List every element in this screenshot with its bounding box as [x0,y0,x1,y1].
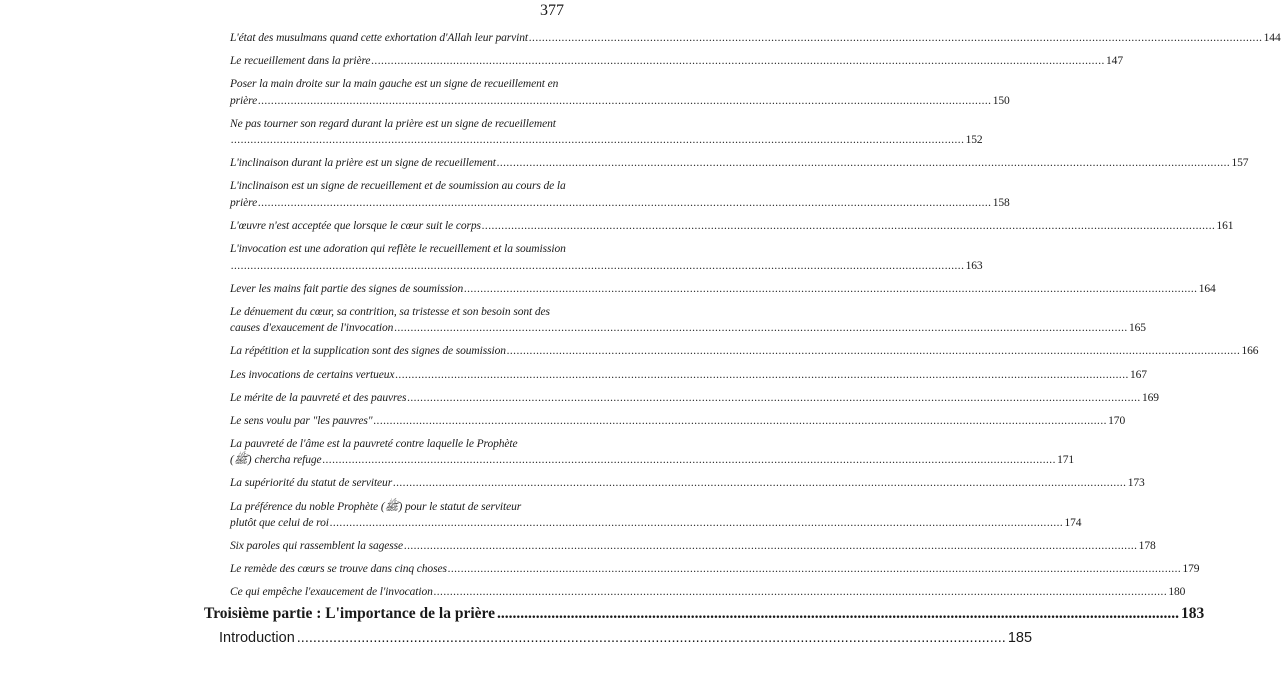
toc-entry [230,475,1145,492]
leader-dots [464,281,1198,298]
toc-entry-page: 170 [1108,414,1126,427]
toc-entry-line [230,30,1281,47]
toc-entry [230,436,1075,469]
leader-dots [404,538,1138,555]
toc-entry-line [230,367,1147,384]
toc-entry [230,390,1159,407]
toc-entry-text: prière [230,94,258,107]
toc-entry-line [230,281,1216,298]
toc-entry-text: Ce qui empêche l'exaucement de l'invocation [230,586,433,599]
toc-entry-page: 169 [1141,391,1159,404]
leader-dots [323,452,1057,469]
toc-entry-line [230,53,1123,70]
toc-entry [230,561,1200,578]
toc-entry-line [230,155,1249,172]
leader-dots [395,367,1129,384]
toc-entry-text: L'invocation est une adoration qui reflète le recueillement et la soumission [230,243,566,256]
toc-entry-line [230,320,1146,337]
toc-entry-line [230,258,983,275]
toc-entry-page: 157 [1231,157,1249,170]
introduction-entry [219,630,1033,646]
toc-entry-page: 173 [1127,477,1145,490]
toc-entry-page: 158 [992,196,1010,209]
toc-entry-text: Le recueillement dans la prière [230,55,371,68]
leader-dots [497,155,1231,172]
toc-entry-text: L'inclinaison est un signe de recueillement et de soumission au cours de la [230,180,566,193]
toc-entry-page: 144 [1263,32,1281,44]
leader-dots [258,195,992,212]
leader-dots [497,605,1179,623]
toc-entry [230,76,1010,109]
toc-entry-line [230,515,1082,532]
leader-dots [407,390,1141,407]
toc-entry-text: L'inclinaison durant la prière est un signe de recueillement [230,157,496,170]
toc-entry-page: 171 [1057,454,1075,467]
introduction-title: Introduction [219,630,295,646]
toc-entry-text: Ne pas tourner son regard durant la prière est un signe de recueillement [230,117,556,130]
toc-entry-page: 161 [1216,220,1234,233]
toc-entry-line [230,584,1186,601]
toc-entry-text: Le sens voulu par "les pauvres" [230,414,373,427]
toc-entry-line [230,452,1075,469]
toc-entry [230,304,1146,337]
toc-entry-text: Lever les mains fait partie des signes de soumission [230,282,464,295]
leader-dots [448,561,1182,578]
toc-entry-page: 165 [1128,322,1146,335]
part-heading [204,605,1205,623]
toc-entry-text: L'œuvre n'est acceptée que lorsque le cœur suit le corps [230,220,481,233]
toc-entry-line [230,195,1010,212]
toc-entry [230,538,1156,555]
toc-entry-page: 178 [1138,540,1156,553]
toc-entry-page: 179 [1182,563,1200,576]
toc-entry [230,281,1216,298]
toc-entry-text: L'état des musulmans quand cette exhortation d'Allah leur parvint [230,32,529,44]
leader-dots [231,132,965,149]
toc-entry-line [230,93,1010,110]
toc-entry-line [230,390,1159,407]
table-of-contents [230,30,1281,607]
toc-entry [230,584,1186,601]
toc-entry-text: Poser la main droite sur la main gauche est un signe de recueillement en [230,78,559,91]
toc-entry-text: La pauvreté de l'âme est la pauvreté contre laquelle le Prophète [230,437,518,450]
toc-entry [230,155,1249,172]
leader-dots [231,258,965,275]
leader-dots [434,584,1168,601]
toc-entry [230,116,983,149]
toc-entry-page: 163 [965,259,983,272]
leader-dots [482,218,1216,235]
leader-dots [371,53,1105,70]
toc-entry-text: La répétition et la supplication sont des signes de soumission [230,345,506,358]
leader-dots [529,30,1263,47]
toc-entry-line [230,218,1234,235]
toc-entry-line [230,343,1259,360]
toc-entry-page: 164 [1198,282,1216,295]
toc-entry-text: Les invocations de certains vertueux [230,368,395,381]
toc-entry-page: 174 [1064,517,1082,529]
toc-entry-text: Le mérite de la pauvreté et des pauvres [230,391,407,404]
toc-entry [230,218,1234,235]
toc-entry [230,178,1010,211]
toc-entry-page: 147 [1106,55,1123,68]
toc-entry [230,53,1123,70]
leader-dots [330,515,1064,532]
toc-entry [230,367,1147,384]
toc-entry-page: 180 [1168,586,1186,599]
toc-entry-text: La préférence du noble Prophète (ﷺ) pour le statut de serviteur [230,500,522,513]
leader-dots [394,320,1128,337]
toc-entry [230,30,1281,47]
toc-entry-line [230,475,1145,492]
toc-entry [230,499,1082,532]
part-page: 183 [1181,605,1205,622]
toc-entry-page: 152 [965,134,983,147]
leader-dots [393,475,1127,492]
leader-dots [297,630,1006,646]
toc-entry [230,241,983,274]
toc-entry-page: 167 [1130,368,1147,381]
toc-entry-text: plutôt que celui de roi [230,517,329,529]
toc-entry [230,343,1259,360]
part-title: Troisième partie : L'importance de la prière [204,605,495,622]
toc-entry-text: (ﷺ) chercha refuge [230,454,322,467]
leader-dots [507,343,1241,360]
introduction-page: 185 [1007,630,1033,646]
toc-entry-text: prière [230,196,258,209]
toc-entry-line [230,538,1156,555]
toc-entry-line [230,132,983,149]
toc-entry-page: 166 [1241,345,1259,358]
toc-entry-line [230,561,1200,578]
toc-entry-text: Six paroles qui rassemblent la sagesse [230,540,404,553]
toc-entry-text: Le remède des cœurs se trouve dans cinq choses [230,563,447,576]
toc-entry-text: causes d'exaucement de l'invocation [230,322,394,335]
toc-entry-page: 150 [992,94,1010,107]
leader-dots [258,93,992,110]
page-number: 377 [540,2,564,19]
toc-entry-line [230,413,1126,430]
toc-entry-text: Le dénuement du cœur, sa contrition, sa tristesse et son besoin sont des [230,305,550,318]
toc-entry [230,413,1126,430]
leader-dots [374,413,1108,430]
toc-entry-text: La supériorité du statut de serviteur [230,477,393,490]
